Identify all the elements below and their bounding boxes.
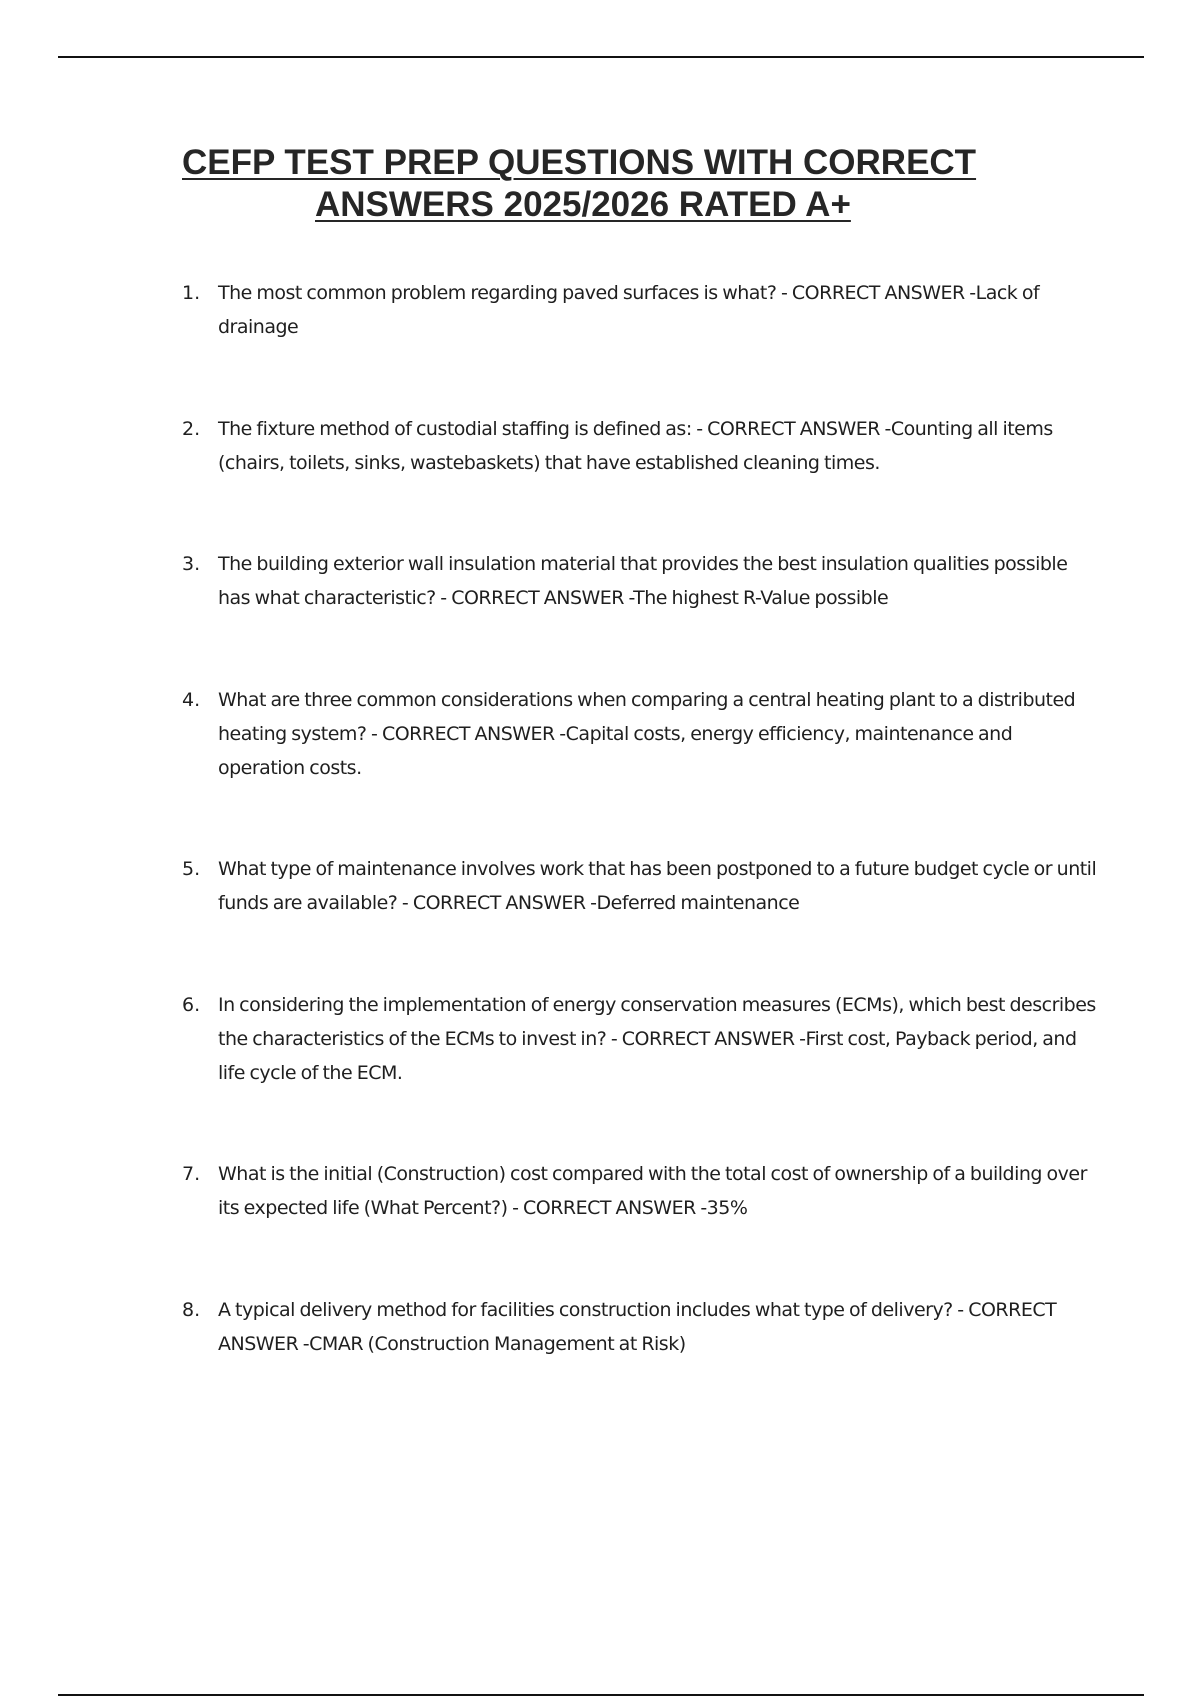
question-text: What is the initial (Construction) cost compared with the total cost of ownership of a building over its expected life (What Percent?) - CORRECT ANSWER -35% — [218, 1163, 1087, 1219]
question-number: 7. — [182, 1163, 201, 1185]
question-text: What type of maintenance involves work that has been postponed to a future budget cycle or until funds are available? - CORRECT ANSWER -Deferred maintenance — [218, 858, 1097, 914]
question-text: A typical delivery method for facilities construction includes what type of delivery? - CORRECT ANSWER -CMAR (Construction Management at Risk) — [218, 1299, 1057, 1355]
question-number: 5. — [182, 858, 201, 880]
question-number: 4. — [182, 689, 201, 711]
bottom-rule — [58, 1694, 1144, 1696]
top-rule — [58, 56, 1144, 58]
question-text: In considering the implementation of energy conservation measures (ECMs), which best describes the characteristics of the ECMs to invest in? - CORRECT ANSWER -First cost, Payback period, and life cycle of the ECM. — [218, 994, 1096, 1084]
question-text: The most common problem regarding paved surfaces is what? - CORRECT ANSWER -Lack of drainage — [218, 282, 1040, 338]
question-number: 6. — [182, 994, 201, 1016]
title-line-2: ANSWERS 2025/2026 RATED A+ — [315, 185, 851, 224]
question-number: 8. — [182, 1299, 201, 1321]
question-text: What are three common considerations when comparing a central heating plant to a distributed heating system? - CORRECT ANSWER -Capital costs, energy efficiency, maintenance and operation costs. — [218, 689, 1076, 779]
question-number: 3. — [182, 553, 201, 575]
question-number: 2. — [182, 418, 201, 440]
question-number: 1. — [182, 282, 201, 304]
question-text: The building exterior wall insulation material that provides the best insulation qualities possible has what characteristic? - CORRECT ANSWER -The highest R-Value possible — [218, 553, 1068, 609]
question-text: The fixture method of custodial staffing is defined as: - CORRECT ANSWER -Counting all items (chairs, toilets, sinks, wastebaskets) that have established cleaning times. — [218, 418, 1053, 474]
title-line-1: CEFP TEST PREP QUESTIONS WITH CORRECT — [182, 143, 977, 182]
